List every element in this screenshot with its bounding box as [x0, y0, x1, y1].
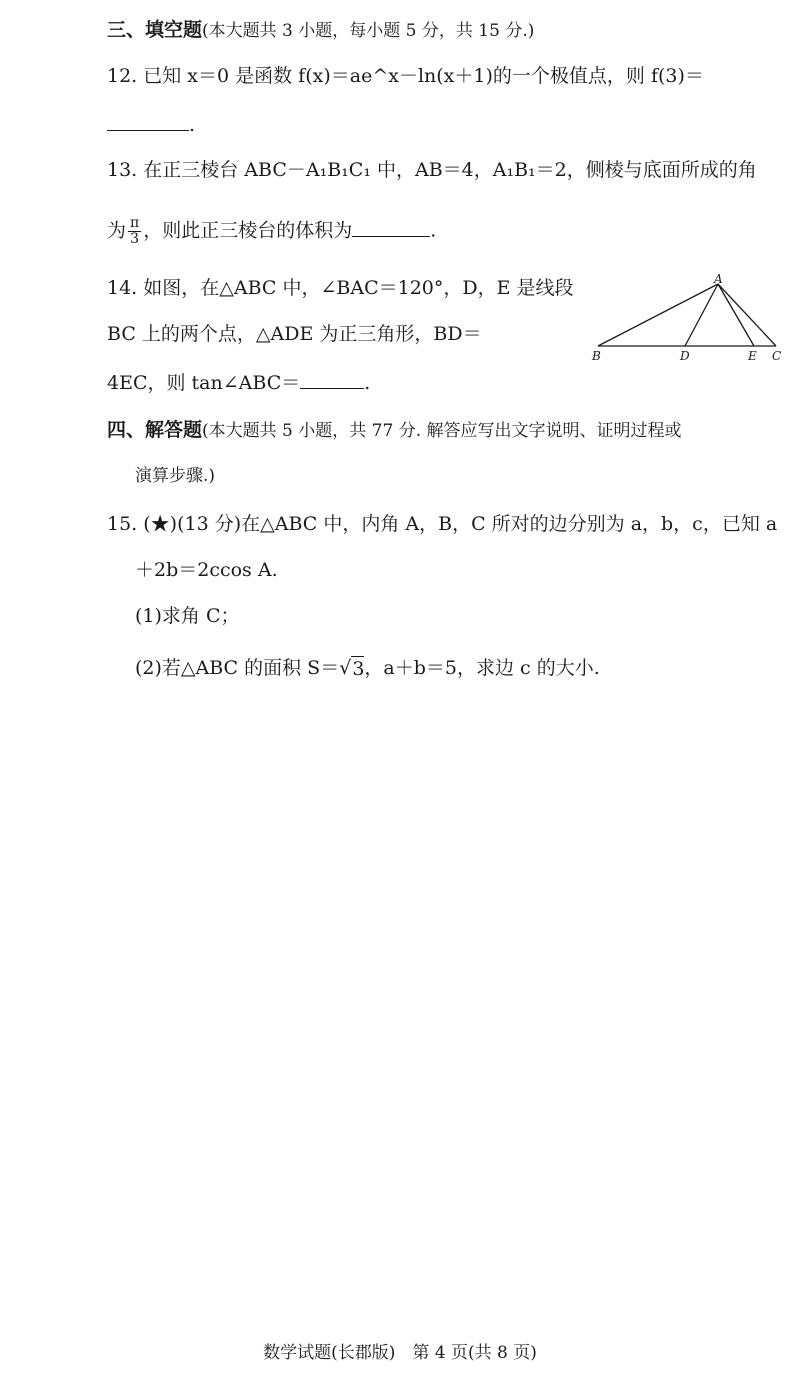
question-13-line-1: 13. 在正三棱台 ABC－A₁B₁C₁ 中，AB＝4，A₁B₁＝2，侧棱与底面所成的角: [107, 159, 757, 181]
triangle-figure: [588, 274, 788, 366]
section-4-title: 四、解答题: [107, 419, 203, 441]
question-13-period: .: [430, 219, 437, 242]
label-C: C: [772, 349, 782, 363]
answer-blank-14[interactable]: [300, 370, 364, 389]
question-14-line-3: [107, 370, 780, 395]
question-14-line-1: 14. 如图，在△ABC 中，∠BAC＝120°，D，E 是线段: [107, 277, 574, 299]
sqrt-3: [339, 656, 364, 681]
section-4-description: (本大题共 5 小题，共 77 分. 解答应写出文字说明、证明过程或: [202, 421, 682, 441]
label-B: B: [592, 349, 601, 363]
label-A: A: [714, 274, 723, 286]
question-12-line-2: [107, 112, 780, 137]
section-3-title: 三、填空题: [107, 19, 203, 41]
part-2-prefix: (2)若△ABC 的面积 S＝: [135, 657, 340, 679]
question-13-prefix: 为: [107, 219, 127, 242]
label-D: D: [680, 349, 690, 363]
answer-blank-12[interactable]: [107, 112, 189, 131]
question-14-line-2: BC 上的两个点，△ADE 为正三角形，BD＝: [107, 323, 482, 345]
radicand: 3: [352, 658, 365, 680]
section-3-header: [107, 18, 780, 43]
page-footer: 数学试题(长郡版) 第 4 页(共 8 页): [263, 1343, 537, 1363]
answer-blank-13[interactable]: [352, 218, 430, 237]
question-12-period: .: [189, 114, 196, 136]
segment-AE: [718, 284, 754, 346]
question-12-line-1: 12. 已知 x＝0 是函数 f(x)＝ae^x－ln(x＋1)的一个极值点，则 f(3)＝: [107, 65, 704, 87]
pi-over-3-fraction: [128, 216, 141, 247]
segment-AB: [598, 284, 718, 346]
segment-AD: [685, 284, 718, 346]
label-E: E: [748, 349, 757, 363]
question-13-line-2: [107, 216, 780, 247]
question-13-middle: ，则此正三棱台的体积为: [143, 219, 353, 242]
question-15-line-2: ＋2b＝2ccos A.: [135, 559, 278, 581]
question-15-part-2: [135, 656, 780, 681]
radical-sign: √: [339, 657, 352, 679]
question-15-line-1: 15. (★)(13 分)在△ABC 中，内角 A，B，C 所对的边分别为 a，b，c，已知 a: [107, 513, 778, 535]
section-4-description-cont: 演算步骤.): [135, 466, 216, 486]
part-2-suffix: ，a＋b＝5，求边 c 的大小.: [364, 657, 600, 679]
question-14-period: .: [364, 372, 371, 394]
fraction-numerator: π: [130, 215, 140, 231]
fraction-denominator: 3: [130, 231, 140, 247]
section-4-header: [107, 418, 780, 443]
question-15-part-1: (1)求角 C；: [135, 605, 240, 627]
section-3-description: (本大题共 3 小题，每小题 5 分，共 15 分.): [202, 21, 535, 41]
question-14-prefix: 4EC，则 tan∠ABC＝: [107, 372, 301, 394]
segment-AC: [718, 284, 776, 346]
